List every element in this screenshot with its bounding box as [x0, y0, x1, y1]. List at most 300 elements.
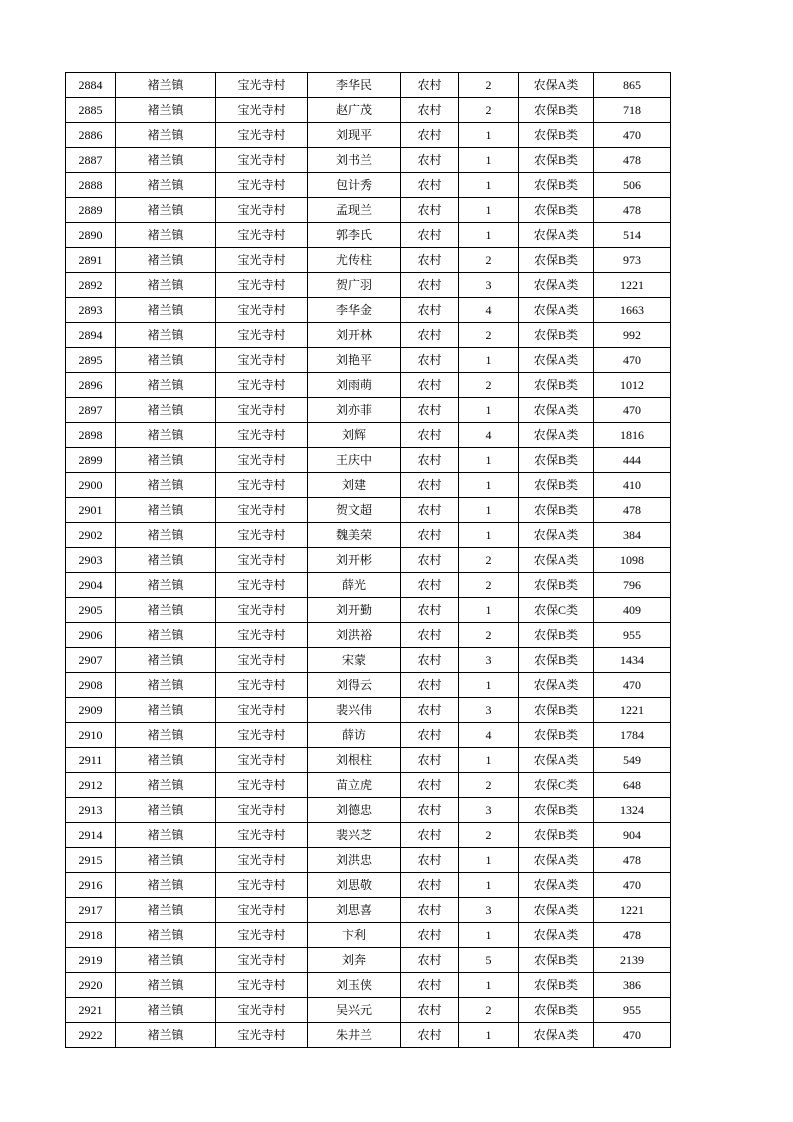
table-row — [66, 448, 671, 473]
cell-amount: 478 — [594, 498, 671, 523]
cell-person-count: 1 — [459, 448, 519, 473]
cell-insurance-category: 农保B类 — [519, 998, 594, 1023]
cell-amount: 478 — [594, 198, 671, 223]
cell-insurance-category: 农保A类 — [519, 273, 594, 298]
table-row — [66, 473, 671, 498]
cell-village: 宝光寺村 — [216, 673, 308, 698]
cell-name: 赵广茂 — [308, 98, 401, 123]
cell-village: 宝光寺村 — [216, 598, 308, 623]
cell-household-type: 农村 — [401, 198, 459, 223]
cell-serial-number: 2896 — [66, 373, 116, 398]
cell-person-count: 1 — [459, 1023, 519, 1048]
cell-serial-number: 2886 — [66, 123, 116, 148]
cell-amount: 796 — [594, 573, 671, 598]
cell-person-count: 1 — [459, 523, 519, 548]
cell-serial-number: 2920 — [66, 973, 116, 998]
cell-person-count: 2 — [459, 773, 519, 798]
cell-village: 宝光寺村 — [216, 573, 308, 598]
cell-household-type: 农村 — [401, 798, 459, 823]
cell-amount: 506 — [594, 173, 671, 198]
cell-person-count: 1 — [459, 973, 519, 998]
cell-town: 褚兰镇 — [116, 523, 216, 548]
cell-insurance-category: 农保A类 — [519, 423, 594, 448]
cell-town: 褚兰镇 — [116, 348, 216, 373]
cell-village: 宝光寺村 — [216, 523, 308, 548]
cell-name: 刘现平 — [308, 123, 401, 148]
cell-serial-number: 2918 — [66, 923, 116, 948]
cell-village: 宝光寺村 — [216, 298, 308, 323]
cell-serial-number: 2892 — [66, 273, 116, 298]
cell-household-type: 农村 — [401, 973, 459, 998]
table-row — [66, 73, 671, 98]
cell-town: 褚兰镇 — [116, 873, 216, 898]
cell-amount: 2139 — [594, 948, 671, 973]
cell-person-count: 4 — [459, 423, 519, 448]
cell-insurance-category: 农保A类 — [519, 748, 594, 773]
cell-town: 褚兰镇 — [116, 548, 216, 573]
cell-serial-number: 2891 — [66, 248, 116, 273]
cell-village: 宝光寺村 — [216, 148, 308, 173]
cell-amount: 1434 — [594, 648, 671, 673]
cell-name: 李华民 — [308, 73, 401, 98]
cell-person-count: 2 — [459, 373, 519, 398]
cell-name: 刘思敬 — [308, 873, 401, 898]
cell-name: 魏美荣 — [308, 523, 401, 548]
cell-town: 褚兰镇 — [116, 748, 216, 773]
cell-name: 朱井兰 — [308, 1023, 401, 1048]
cell-insurance-category: 农保B类 — [519, 723, 594, 748]
cell-amount: 865 — [594, 73, 671, 98]
cell-amount: 955 — [594, 998, 671, 1023]
table-row — [66, 923, 671, 948]
cell-person-count: 1 — [459, 873, 519, 898]
cell-name: 薛访 — [308, 723, 401, 748]
cell-village: 宝光寺村 — [216, 73, 308, 98]
cell-insurance-category: 农保B类 — [519, 573, 594, 598]
cell-name: 刘辉 — [308, 423, 401, 448]
cell-amount: 1221 — [594, 898, 671, 923]
cell-insurance-category: 农保C类 — [519, 773, 594, 798]
cell-household-type: 农村 — [401, 1023, 459, 1048]
cell-household-type: 农村 — [401, 648, 459, 673]
cell-name: 贺文超 — [308, 498, 401, 523]
cell-household-type: 农村 — [401, 248, 459, 273]
cell-person-count: 3 — [459, 648, 519, 673]
cell-village: 宝光寺村 — [216, 223, 308, 248]
cell-serial-number: 2913 — [66, 798, 116, 823]
table-row — [66, 898, 671, 923]
cell-serial-number: 2884 — [66, 73, 116, 98]
cell-town: 褚兰镇 — [116, 173, 216, 198]
cell-name: 裴兴伟 — [308, 698, 401, 723]
cell-name: 刘德忠 — [308, 798, 401, 823]
cell-household-type: 农村 — [401, 148, 459, 173]
cell-name: 刘根柱 — [308, 748, 401, 773]
cell-serial-number: 2921 — [66, 998, 116, 1023]
cell-household-type: 农村 — [401, 823, 459, 848]
cell-village: 宝光寺村 — [216, 548, 308, 573]
cell-town: 褚兰镇 — [116, 723, 216, 748]
cell-amount: 470 — [594, 398, 671, 423]
cell-household-type: 农村 — [401, 423, 459, 448]
cell-household-type: 农村 — [401, 898, 459, 923]
cell-town: 褚兰镇 — [116, 823, 216, 848]
cell-household-type: 农村 — [401, 598, 459, 623]
cell-town: 褚兰镇 — [116, 1023, 216, 1048]
cell-serial-number: 2903 — [66, 548, 116, 573]
cell-household-type: 农村 — [401, 623, 459, 648]
cell-town: 褚兰镇 — [116, 698, 216, 723]
table-row — [66, 798, 671, 823]
cell-village: 宝光寺村 — [216, 348, 308, 373]
cell-person-count: 2 — [459, 573, 519, 598]
cell-person-count: 1 — [459, 348, 519, 373]
cell-household-type: 农村 — [401, 748, 459, 773]
cell-name: 王庆中 — [308, 448, 401, 473]
cell-village: 宝光寺村 — [216, 973, 308, 998]
cell-town: 褚兰镇 — [116, 223, 216, 248]
cell-town: 褚兰镇 — [116, 573, 216, 598]
table-body — [66, 73, 671, 1048]
cell-amount: 470 — [594, 873, 671, 898]
cell-amount: 470 — [594, 123, 671, 148]
cell-serial-number: 2915 — [66, 848, 116, 873]
cell-town: 褚兰镇 — [116, 673, 216, 698]
cell-insurance-category: 农保B类 — [519, 648, 594, 673]
cell-person-count: 1 — [459, 173, 519, 198]
table-row — [66, 348, 671, 373]
table-row — [66, 398, 671, 423]
cell-amount: 992 — [594, 323, 671, 348]
cell-serial-number: 2908 — [66, 673, 116, 698]
cell-serial-number: 2902 — [66, 523, 116, 548]
cell-amount: 1221 — [594, 698, 671, 723]
cell-household-type: 农村 — [401, 173, 459, 198]
cell-person-count: 2 — [459, 73, 519, 98]
cell-village: 宝光寺村 — [216, 123, 308, 148]
cell-name: 贺广羽 — [308, 273, 401, 298]
cell-person-count: 1 — [459, 473, 519, 498]
cell-household-type: 农村 — [401, 123, 459, 148]
cell-insurance-category: 农保A类 — [519, 898, 594, 923]
cell-insurance-category: 农保A类 — [519, 523, 594, 548]
cell-insurance-category: 农保B类 — [519, 98, 594, 123]
cell-serial-number: 2895 — [66, 348, 116, 373]
cell-name: 苗立虎 — [308, 773, 401, 798]
cell-person-count: 3 — [459, 273, 519, 298]
cell-village: 宝光寺村 — [216, 748, 308, 773]
cell-town: 褚兰镇 — [116, 898, 216, 923]
cell-amount: 1663 — [594, 298, 671, 323]
table-row — [66, 848, 671, 873]
cell-serial-number: 2897 — [66, 398, 116, 423]
cell-insurance-category: 农保B类 — [519, 248, 594, 273]
cell-person-count: 1 — [459, 148, 519, 173]
cell-person-count: 2 — [459, 98, 519, 123]
cell-amount: 386 — [594, 973, 671, 998]
cell-village: 宝光寺村 — [216, 498, 308, 523]
cell-household-type: 农村 — [401, 98, 459, 123]
cell-village: 宝光寺村 — [216, 173, 308, 198]
cell-serial-number: 2906 — [66, 623, 116, 648]
cell-household-type: 农村 — [401, 223, 459, 248]
cell-household-type: 农村 — [401, 548, 459, 573]
cell-name: 刘书兰 — [308, 148, 401, 173]
cell-person-count: 4 — [459, 298, 519, 323]
cell-serial-number: 2900 — [66, 473, 116, 498]
cell-person-count: 3 — [459, 798, 519, 823]
cell-person-count: 2 — [459, 823, 519, 848]
cell-amount: 470 — [594, 673, 671, 698]
cell-insurance-category: 农保A类 — [519, 1023, 594, 1048]
table-row — [66, 573, 671, 598]
cell-household-type: 农村 — [401, 373, 459, 398]
cell-village: 宝光寺村 — [216, 873, 308, 898]
cell-person-count: 1 — [459, 198, 519, 223]
cell-village: 宝光寺村 — [216, 823, 308, 848]
cell-insurance-category: 农保B类 — [519, 173, 594, 198]
cell-name: 刘艳平 — [308, 348, 401, 373]
cell-household-type: 农村 — [401, 498, 459, 523]
cell-town: 褚兰镇 — [116, 448, 216, 473]
cell-insurance-category: 农保A类 — [519, 873, 594, 898]
cell-name: 孟现兰 — [308, 198, 401, 223]
table-row — [66, 648, 671, 673]
cell-amount: 1784 — [594, 723, 671, 748]
table-row — [66, 698, 671, 723]
table-row — [66, 248, 671, 273]
cell-serial-number: 2901 — [66, 498, 116, 523]
cell-name: 吴兴元 — [308, 998, 401, 1023]
cell-town: 褚兰镇 — [116, 248, 216, 273]
cell-name: 宋蒙 — [308, 648, 401, 673]
cell-town: 褚兰镇 — [116, 123, 216, 148]
cell-insurance-category: 农保B类 — [519, 623, 594, 648]
table-row — [66, 298, 671, 323]
table-row — [66, 223, 671, 248]
table-row — [66, 198, 671, 223]
cell-amount: 973 — [594, 248, 671, 273]
cell-household-type: 农村 — [401, 698, 459, 723]
cell-town: 褚兰镇 — [116, 398, 216, 423]
cell-insurance-category: 农保B类 — [519, 198, 594, 223]
table-row — [66, 123, 671, 148]
cell-person-count: 1 — [459, 598, 519, 623]
cell-serial-number: 2922 — [66, 1023, 116, 1048]
cell-insurance-category: 农保A类 — [519, 298, 594, 323]
cell-household-type: 农村 — [401, 273, 459, 298]
cell-amount: 514 — [594, 223, 671, 248]
cell-town: 褚兰镇 — [116, 323, 216, 348]
cell-insurance-category: 农保A类 — [519, 223, 594, 248]
cell-town: 褚兰镇 — [116, 373, 216, 398]
cell-name: 李华金 — [308, 298, 401, 323]
table-row — [66, 948, 671, 973]
cell-village: 宝光寺村 — [216, 448, 308, 473]
cell-serial-number: 2890 — [66, 223, 116, 248]
cell-village: 宝光寺村 — [216, 248, 308, 273]
cell-insurance-category: 农保B类 — [519, 123, 594, 148]
cell-name: 刘思喜 — [308, 898, 401, 923]
cell-town: 褚兰镇 — [116, 623, 216, 648]
cell-person-count: 1 — [459, 673, 519, 698]
cell-name: 刘亦菲 — [308, 398, 401, 423]
cell-serial-number: 2885 — [66, 98, 116, 123]
table-row — [66, 823, 671, 848]
cell-town: 褚兰镇 — [116, 798, 216, 823]
cell-amount: 1816 — [594, 423, 671, 448]
cell-village: 宝光寺村 — [216, 923, 308, 948]
cell-village: 宝光寺村 — [216, 323, 308, 348]
cell-household-type: 农村 — [401, 473, 459, 498]
cell-serial-number: 2887 — [66, 148, 116, 173]
cell-insurance-category: 农保B类 — [519, 498, 594, 523]
table-row — [66, 748, 671, 773]
cell-insurance-category: 农保A类 — [519, 548, 594, 573]
cell-amount: 955 — [594, 623, 671, 648]
cell-person-count: 1 — [459, 223, 519, 248]
table-row — [66, 623, 671, 648]
cell-village: 宝光寺村 — [216, 373, 308, 398]
cell-name: 刘洪忠 — [308, 848, 401, 873]
table-row — [66, 423, 671, 448]
table-row — [66, 973, 671, 998]
cell-person-count: 1 — [459, 848, 519, 873]
cell-name: 刘洪裕 — [308, 623, 401, 648]
cell-household-type: 农村 — [401, 323, 459, 348]
cell-person-count: 3 — [459, 898, 519, 923]
cell-person-count: 5 — [459, 948, 519, 973]
cell-household-type: 农村 — [401, 773, 459, 798]
table-row — [66, 323, 671, 348]
cell-name: 刘玉侠 — [308, 973, 401, 998]
cell-town: 褚兰镇 — [116, 648, 216, 673]
cell-town: 褚兰镇 — [116, 473, 216, 498]
cell-amount: 410 — [594, 473, 671, 498]
cell-amount: 1324 — [594, 798, 671, 823]
cell-amount: 718 — [594, 98, 671, 123]
cell-village: 宝光寺村 — [216, 98, 308, 123]
cell-name: 刘开彬 — [308, 548, 401, 573]
cell-amount: 904 — [594, 823, 671, 848]
cell-town: 褚兰镇 — [116, 298, 216, 323]
table-row — [66, 273, 671, 298]
table-row — [66, 148, 671, 173]
cell-serial-number: 2889 — [66, 198, 116, 223]
table-row — [66, 373, 671, 398]
cell-insurance-category: 农保B类 — [519, 973, 594, 998]
cell-village: 宝光寺村 — [216, 998, 308, 1023]
cell-town: 褚兰镇 — [116, 923, 216, 948]
cell-village: 宝光寺村 — [216, 948, 308, 973]
cell-town: 褚兰镇 — [116, 998, 216, 1023]
cell-town: 褚兰镇 — [116, 848, 216, 873]
cell-village: 宝光寺村 — [216, 473, 308, 498]
cell-serial-number: 2910 — [66, 723, 116, 748]
cell-village: 宝光寺村 — [216, 798, 308, 823]
cell-amount: 1012 — [594, 373, 671, 398]
cell-household-type: 农村 — [401, 523, 459, 548]
cell-serial-number: 2914 — [66, 823, 116, 848]
cell-insurance-category: 农保B类 — [519, 448, 594, 473]
cell-serial-number: 2898 — [66, 423, 116, 448]
cell-town: 褚兰镇 — [116, 598, 216, 623]
cell-serial-number: 2888 — [66, 173, 116, 198]
cell-household-type: 农村 — [401, 673, 459, 698]
cell-name: 刘开林 — [308, 323, 401, 348]
cell-amount: 470 — [594, 348, 671, 373]
cell-amount: 549 — [594, 748, 671, 773]
cell-insurance-category: 农保B类 — [519, 148, 594, 173]
cell-name: 包计秀 — [308, 173, 401, 198]
cell-name: 刘奔 — [308, 948, 401, 973]
cell-insurance-category: 农保A类 — [519, 848, 594, 873]
cell-town: 褚兰镇 — [116, 498, 216, 523]
cell-household-type: 农村 — [401, 948, 459, 973]
cell-amount: 384 — [594, 523, 671, 548]
cell-name: 裴兴芝 — [308, 823, 401, 848]
cell-serial-number: 2912 — [66, 773, 116, 798]
cell-name: 薛光 — [308, 573, 401, 598]
cell-household-type: 农村 — [401, 298, 459, 323]
table-row — [66, 98, 671, 123]
cell-name: 卞利 — [308, 923, 401, 948]
cell-amount: 444 — [594, 448, 671, 473]
beneficiary-table — [65, 72, 671, 1048]
table-row — [66, 598, 671, 623]
cell-town: 褚兰镇 — [116, 198, 216, 223]
cell-town: 褚兰镇 — [116, 948, 216, 973]
cell-person-count: 2 — [459, 548, 519, 573]
cell-household-type: 农村 — [401, 73, 459, 98]
cell-town: 褚兰镇 — [116, 973, 216, 998]
cell-town: 褚兰镇 — [116, 273, 216, 298]
cell-village: 宝光寺村 — [216, 723, 308, 748]
cell-person-count: 2 — [459, 323, 519, 348]
cell-serial-number: 2905 — [66, 598, 116, 623]
cell-household-type: 农村 — [401, 348, 459, 373]
cell-person-count: 1 — [459, 123, 519, 148]
cell-insurance-category: 农保C类 — [519, 598, 594, 623]
cell-amount: 470 — [594, 1023, 671, 1048]
cell-insurance-category: 农保A类 — [519, 73, 594, 98]
cell-person-count: 2 — [459, 623, 519, 648]
cell-village: 宝光寺村 — [216, 698, 308, 723]
cell-name: 刘开勤 — [308, 598, 401, 623]
table-row — [66, 773, 671, 798]
cell-name: 刘雨萌 — [308, 373, 401, 398]
table-row — [66, 548, 671, 573]
cell-amount: 478 — [594, 923, 671, 948]
cell-insurance-category: 农保B类 — [519, 323, 594, 348]
table-row — [66, 723, 671, 748]
table-row — [66, 173, 671, 198]
cell-insurance-category: 农保A类 — [519, 923, 594, 948]
cell-person-count: 1 — [459, 923, 519, 948]
cell-insurance-category: 农保B类 — [519, 948, 594, 973]
cell-insurance-category: 农保B类 — [519, 473, 594, 498]
cell-person-count: 3 — [459, 698, 519, 723]
cell-amount: 409 — [594, 598, 671, 623]
cell-serial-number: 2893 — [66, 298, 116, 323]
cell-insurance-category: 农保A类 — [519, 398, 594, 423]
cell-village: 宝光寺村 — [216, 773, 308, 798]
cell-serial-number: 2899 — [66, 448, 116, 473]
table-row — [66, 498, 671, 523]
cell-household-type: 农村 — [401, 848, 459, 873]
table-row — [66, 1023, 671, 1048]
cell-serial-number: 2916 — [66, 873, 116, 898]
